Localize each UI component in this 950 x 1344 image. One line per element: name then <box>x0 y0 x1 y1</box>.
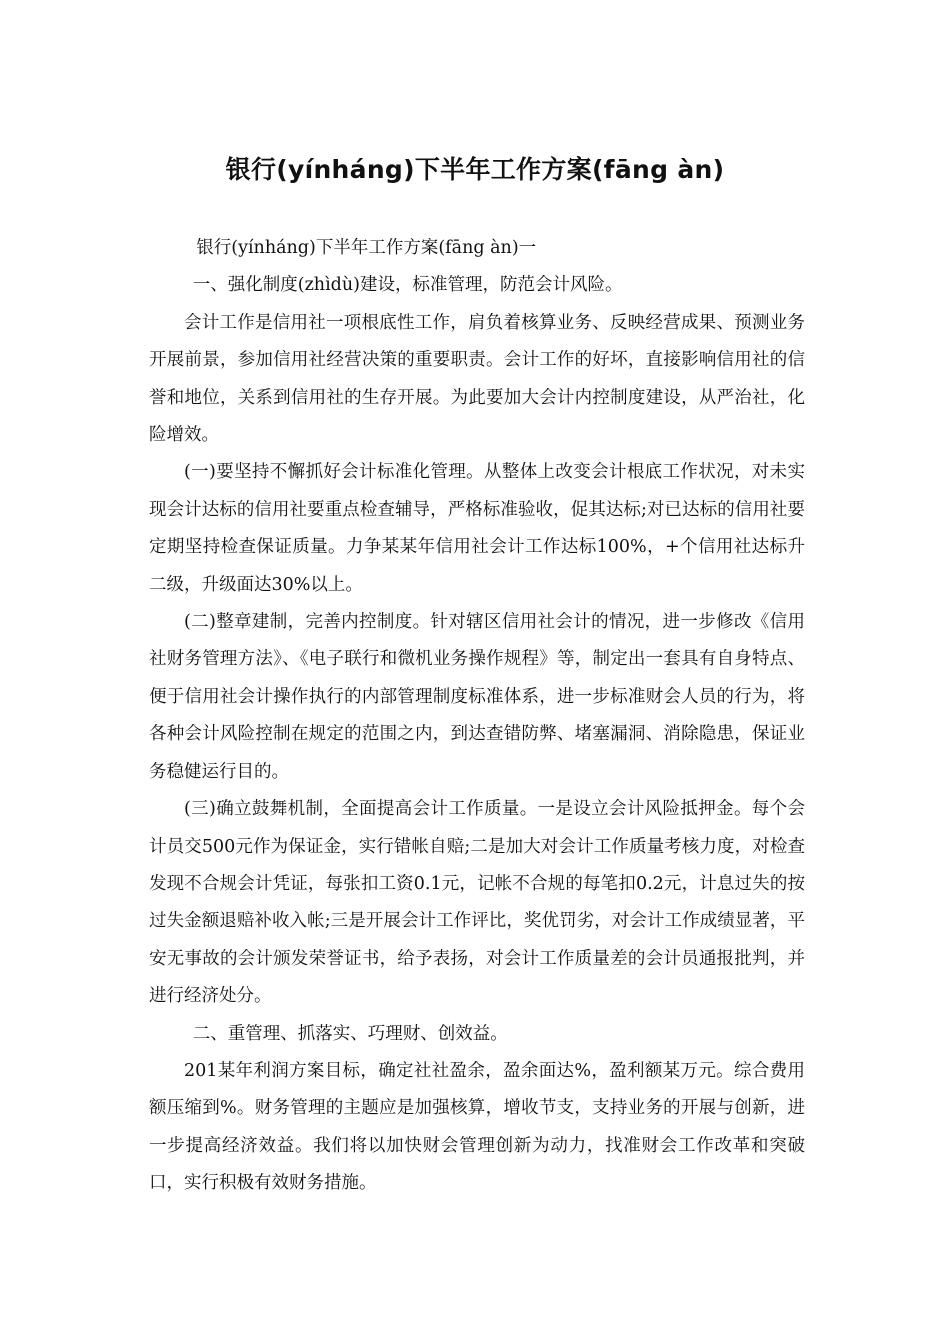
subheading: 一、强化制度(zhìdù)建设，标准管理，防范会计风险。 <box>192 275 623 296</box>
subheading: 二、重管理、抓落实、巧理财、创效益。 <box>192 1023 508 1044</box>
section-heading: 银行(yínháng)下半年工作方案(fāng àn)一 <box>196 238 537 258</box>
paragraph: 会计工作是信用社一项根底性工作，肩负着核算业务、反映经营成果、预测业务开展前景，参加信用社经营决策的重要职责。会计工作的好坏，直接影响信用社的信誉和地位，关系到信用社的生存开展。为此要加大会计内控制度建设，从严治社，化险增效。 <box>149 312 805 446</box>
paragraph: (二)整章建制，完善内控制度。针对辖区信用社会计的情况，进一步修改《信用社财务管理方法》、《电子联行和微机业务操作规程》等，制定出一套具有自身特点、便于信用社会计操作执行的内部管理制度标准体系，进一步标准财会人员的行为，将各种会计风险控制在规定的范围之内，到达查错防弊、堵塞漏洞、消除隐患，保证业务稳健运行目的。 <box>149 612 805 782</box>
document-title: 银行(yínháng)下半年工作方案(fāng àn) <box>225 155 725 184</box>
paragraph: (一)要坚持不懈抓好会计标准化管理。从整体上改变会计根底工作状况，对未实现会计达标的信用社要重点检查辅导，严格标准验收，促其达标;对已达标的信用社要定期坚持检查保证质量。力争某某年信用社会计工作达标100%，+个信用社达标升二级，升级面达30%以上。 <box>149 462 805 595</box>
document-body <box>149 230 805 1203</box>
paragraph: (三)确立鼓舞机制，全面提高会计工作质量。一是设立会计风险抵押金。每个会计员交500元作为保证金，实行错帐自赔;二是加大对会计工作质量考核力度，对检查发现不合规会计凭证，每张扣工资0.1元，记帐不合规的每笔扣0.2元，计息过失的按过失金额退赔补收入帐;三是开展会计工作评比，奖优罚劣，对会计工作成绩显著，平安无事故的会计颁发荣誉证书，给予表扬，对会计工作质量差的会计员通报批判，并进行经济处分。 <box>149 799 805 1007</box>
paragraph: 201某年利润方案目标，确定社社盈余，盈余面达%，盈利额某万元。综合费用额压缩到%。财务管理的主题应是加强核算，增收节支，支持业务的开展与创新，进一步提高经济效益。我们将以加快财会管理创新为动力，找准财会工作改革和突破口，实行积极有效财务措施。 <box>149 1060 805 1194</box>
